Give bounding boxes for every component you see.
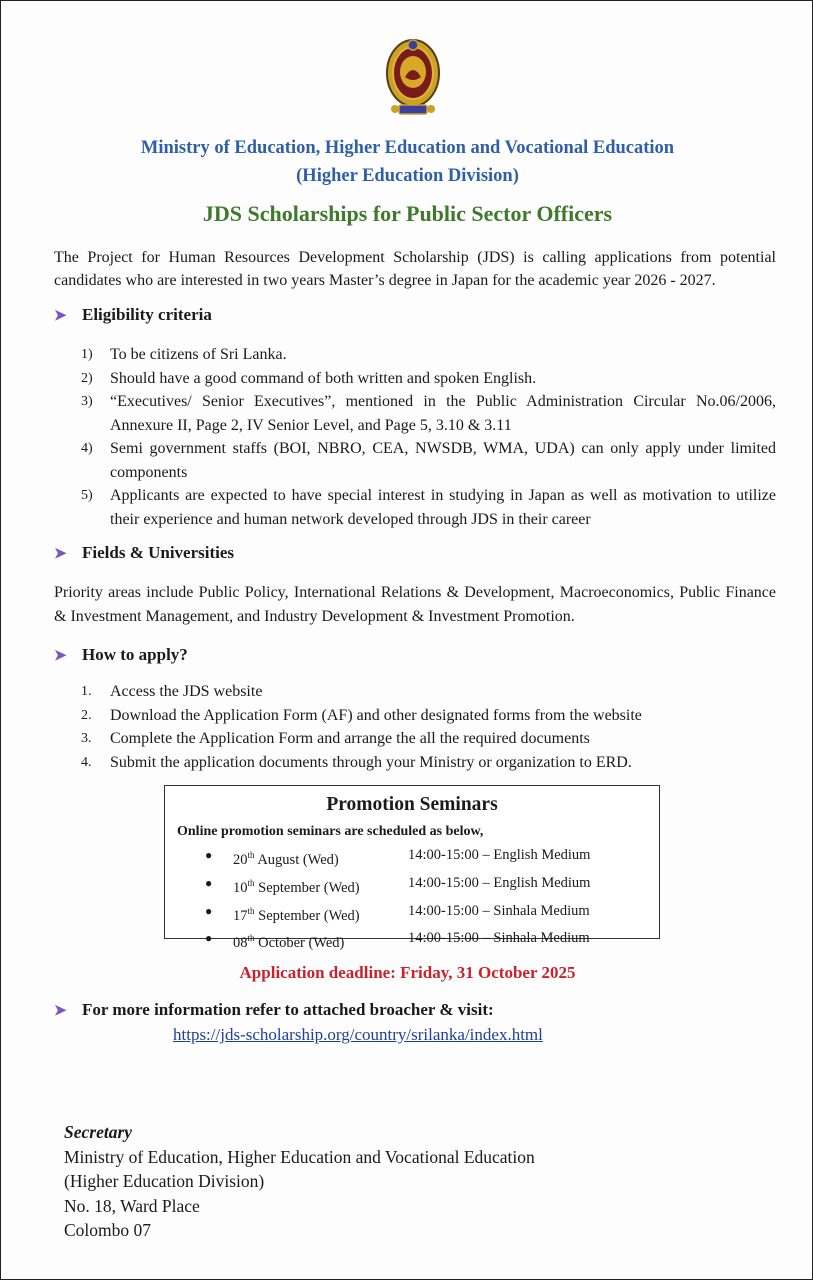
signoff-block xyxy=(64,1120,535,1243)
item-number: 3) xyxy=(81,394,93,409)
signoff-line: Ministry of Education, Higher Education and Vocational Education xyxy=(64,1146,535,1167)
more-info-heading-label: For more information refer to attached broacher & visit: xyxy=(82,1000,494,1019)
list-item xyxy=(81,704,776,728)
fields-heading xyxy=(54,543,234,563)
item-number: 1. xyxy=(81,684,92,699)
item-number: 4) xyxy=(81,441,93,456)
seminar-date: 08th October (Wed) xyxy=(233,933,345,952)
ministry-name: Ministry of Education, Higher Education and Vocational Education xyxy=(140,138,675,158)
apply-steps-list xyxy=(81,680,776,774)
seminar-time: 14:00-15:00 – English Medium xyxy=(408,874,591,891)
signoff-line: (Higher Education Division) xyxy=(64,1171,265,1191)
eligibility-list xyxy=(81,343,776,531)
signoff-line: Colombo 07 xyxy=(64,1220,152,1240)
application-deadline: Application deadline: Friday, 31 October 2025 xyxy=(239,963,576,982)
seminar-row xyxy=(205,900,645,928)
item-text: Access the JDS website xyxy=(110,683,263,700)
item-text: Semi government staffs (BOI, NBRO, CEA, NWSDB, WMA, UDA) can only apply under limited components xyxy=(110,440,776,481)
item-number: 2. xyxy=(81,707,92,723)
item-number: 2) xyxy=(81,370,93,386)
seminars-subtitle: Online promotion seminars are scheduled as below, xyxy=(177,824,484,839)
page-title: JDS Scholarships for Public Sector Officers xyxy=(202,201,613,226)
list-item xyxy=(81,727,776,751)
arrow-bullet-icon: ➤ xyxy=(54,1003,67,1019)
list-item xyxy=(81,484,776,531)
item-text: “Executives/ Senior Executives”, mentioned in the Public Administration Circular No.06/2006, Annexure II, Page 2, IV Senior Level, and Page 5, 3.10 & 3.11 xyxy=(110,393,776,434)
bullet-icon: ● xyxy=(205,875,213,890)
seminar-row xyxy=(205,872,645,900)
item-text: Complete the Application Form and arrange the all the required documents xyxy=(110,730,590,747)
seminar-date: 17th September (Wed) xyxy=(233,905,360,924)
signoff-line: No. 18, Ward Place xyxy=(64,1195,200,1216)
signoff-role: Secretary xyxy=(64,1122,133,1142)
arrow-bullet-icon: ➤ xyxy=(54,308,67,324)
item-number: 3. xyxy=(81,731,92,746)
fields-heading-label: Fields & Universities xyxy=(82,543,235,562)
seminar-row xyxy=(205,927,645,955)
fields-paragraph: Priority areas include Public Policy, International Relations & Development, Macroeconomics, Public Finance & Investment Management, and Industry Development & Investment Promotion. xyxy=(54,584,776,625)
more-info-heading xyxy=(54,1000,494,1020)
jds-website-link[interactable]: https://jds-scholarship.org/country/srilanka/index.html xyxy=(173,1025,543,1044)
eligibility-heading-label: Eligibility criteria xyxy=(82,305,212,324)
arrow-bullet-icon: ➤ xyxy=(54,546,67,562)
seminar-time: 14:00-15:00 – Sinhala Medium xyxy=(408,930,590,947)
seminar-schedule xyxy=(205,844,645,955)
promotion-seminars-box xyxy=(164,785,660,952)
seminar-time: 14:00-15:00 – Sinhala Medium xyxy=(408,902,590,919)
bullet-icon: ● xyxy=(205,903,213,918)
bullet-icon: ● xyxy=(205,848,213,862)
item-number: 5) xyxy=(81,488,93,503)
item-text: To be citizens of Sri Lanka. xyxy=(110,346,287,363)
seminar-time: 14:00-15:00 – English Medium xyxy=(408,847,591,863)
seminar-row xyxy=(205,844,645,872)
bullet-icon: ● xyxy=(205,931,213,946)
item-text: Submit the application documents through your Ministry or organization to ERD. xyxy=(110,753,632,771)
list-item xyxy=(81,751,776,775)
item-number: 1) xyxy=(81,347,93,362)
item-number: 4. xyxy=(81,754,92,770)
list-item xyxy=(81,680,776,704)
seminar-date: 20th August (Wed) xyxy=(233,850,339,868)
ministry-heading xyxy=(1,134,813,190)
item-text: Should have a good command of both written and spoken English. xyxy=(110,369,537,387)
item-text: Download the Application Form (AF) and other designated forms from the website xyxy=(110,706,642,724)
eligibility-heading xyxy=(54,305,212,325)
item-text: Applicants are expected to have special interest in studying in Japan as well as motivation to utilize their experience and human network developed through JDS in their career xyxy=(110,487,776,528)
list-item xyxy=(81,367,776,391)
intro-paragraph: The Project for Human Resources Development Scholarship (JDS) is calling applications from potential candidates who are interested in two years Master’s degree in Japan for the academic year 2026 - 2027. xyxy=(54,249,776,289)
seminar-date: 10th September (Wed) xyxy=(233,877,360,896)
list-item xyxy=(81,343,776,367)
list-item xyxy=(81,437,776,484)
list-item xyxy=(81,390,776,437)
arrow-bullet-icon: ➤ xyxy=(54,648,67,664)
apply-heading-label: How to apply? xyxy=(82,645,188,664)
seminars-title: Promotion Seminars xyxy=(326,794,498,815)
national-emblem-icon xyxy=(383,35,443,117)
apply-heading xyxy=(54,645,188,665)
division-name: (Higher Education Division) xyxy=(296,166,519,186)
